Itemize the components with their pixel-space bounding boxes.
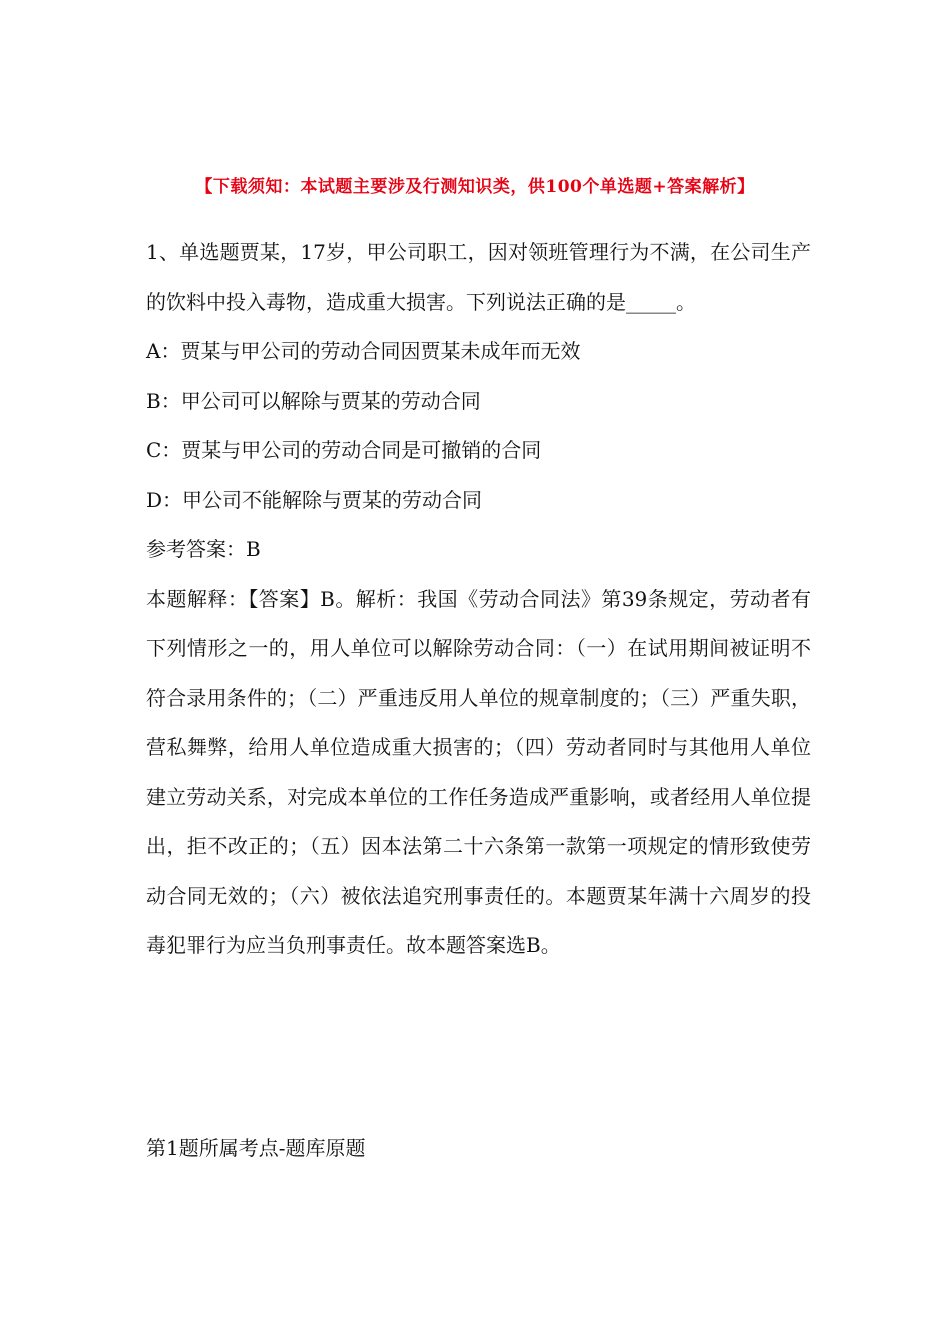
option-c: C：贾某与甲公司的劳动合同是可撤销的合同 — [146, 438, 542, 462]
download-notice: 【下载须知：本试题主要涉及行测知识类，供100个单选题+答案解析】 — [195, 177, 755, 197]
question-block — [146, 228, 811, 971]
option-d: D：甲公司不能解除与贾某的劳动合同 — [146, 487, 483, 512]
exam-point: 第1题所属考点-题库原题 — [146, 1136, 366, 1160]
answer-explanation: 本题解释：【答案】B。解析：我国《劳动合同法》第39条规定，劳动者有下列情形之一的，用人单位可以解除劳动合同：（一）在试用期间被证明不符合录用条件的；（二）严重违反用人单位的规章制度的；（三）严重失职，营私舞弊，给用人单位造成重大损害的；（四）劳动者同时与其他用人单位建立劳动关系，对完成本单位的工作任务造成严重影响，或者经用人单位提出，拒不改正的；（五）因本法第二十六条第一款第一项规定的情形致使劳动合同无效的；（六）被依法追究刑事责任的。本题贾某年满十六周岁的投毒犯罪行为应当负刑事责任。故本题答案选B。 — [146, 586, 811, 957]
question-stem: 1、单选题贾某，17岁，甲公司职工，因对领班管理行为不满，在公司生产的饮料中投入毒物，造成重大损害。下列说法正确的是_____。 — [146, 240, 811, 314]
option-a: A：贾某与甲公司的劳动合同因贾某未成年而无效 — [146, 339, 581, 363]
option-b: B：甲公司可以解除与贾某的劳动合同 — [146, 388, 481, 413]
reference-answer: 参考答案：B — [146, 537, 261, 561]
